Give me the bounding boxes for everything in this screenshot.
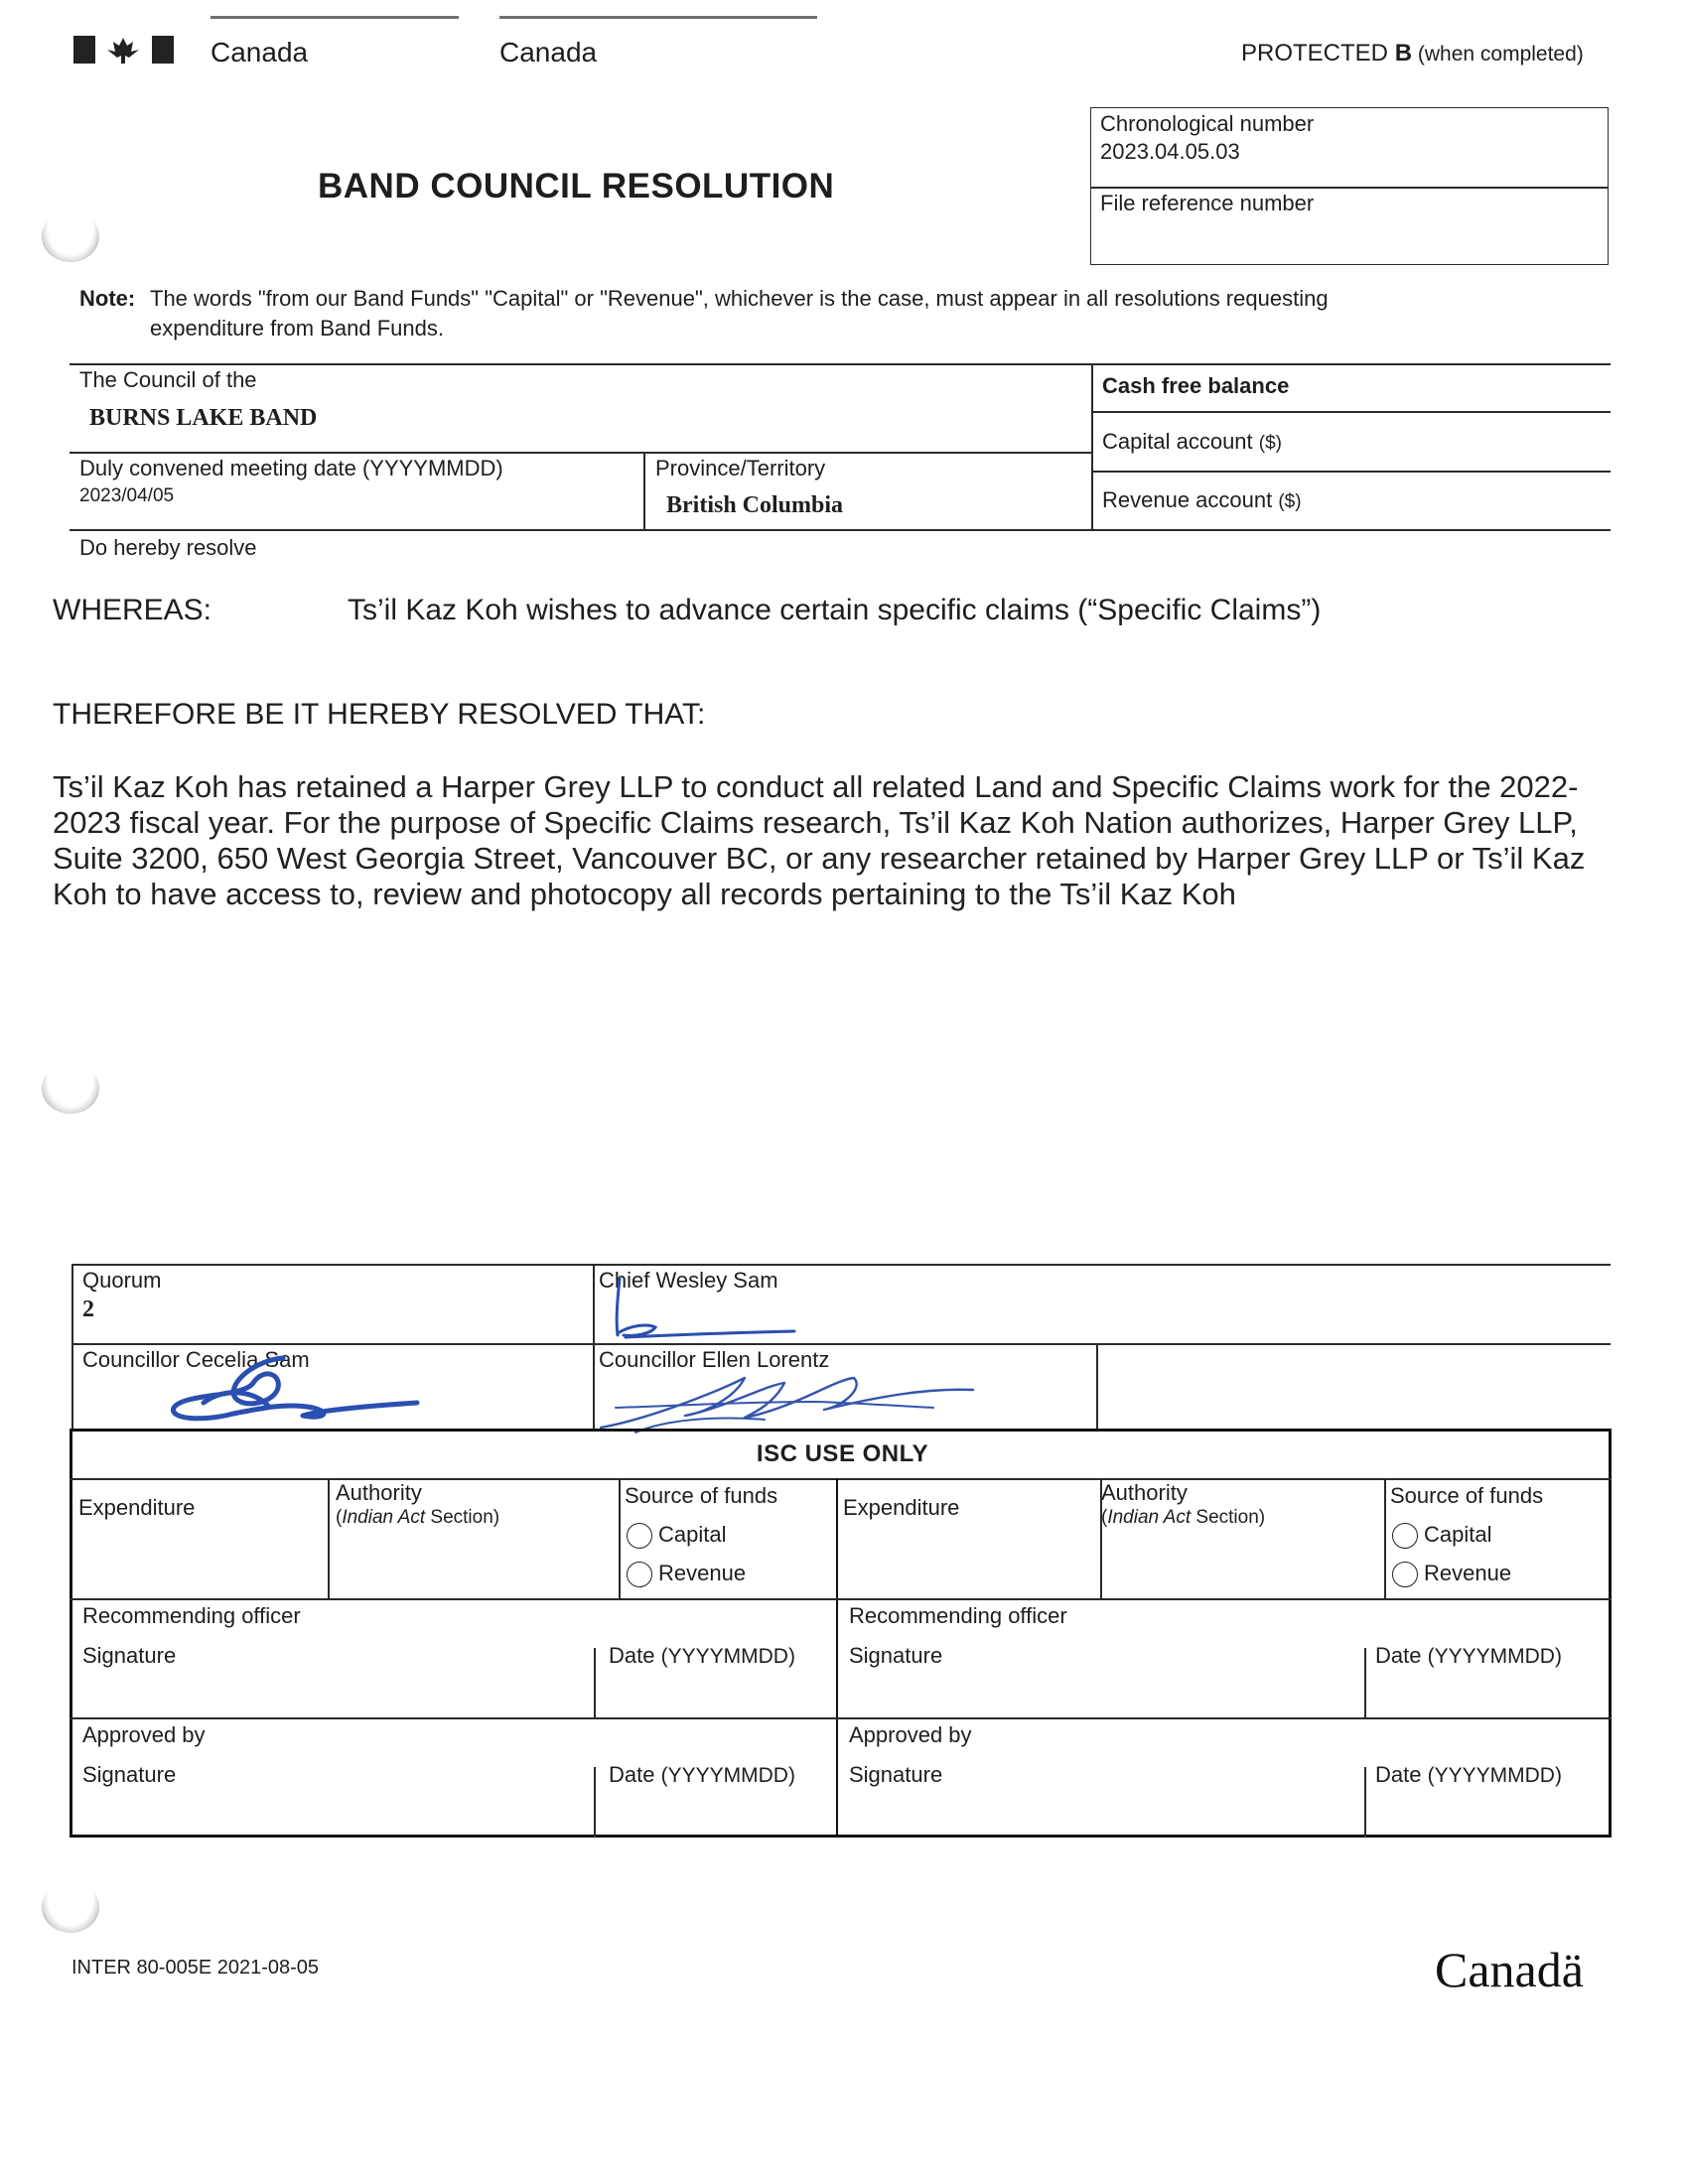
- body-line: Suite 3200, 650 West Georgia Street, Vancouver BC, or any researcher retained by Harper Grey LLP or Ts’il Kaz: [53, 841, 1586, 876]
- isc-date-right-1: [1364, 1648, 1366, 1717]
- isc-row1-line: [70, 1598, 1612, 1600]
- cash-title-line: [1092, 411, 1611, 413]
- cash-free-balance-title: Cash free balance: [1102, 373, 1290, 398]
- council-value[interactable]: BURNS LAKE BAND: [89, 405, 318, 431]
- file-ref-value[interactable]: [1100, 220, 1597, 256]
- revenue-radio[interactable]: [1392, 1562, 1418, 1587]
- canada-wordmark: Canadä: [1435, 1942, 1584, 1997]
- form-id: INTER 80-005E 2021-08-05: [71, 1957, 320, 1979]
- punch-hole-middle: [42, 1062, 99, 1114]
- isc-capital-option-right[interactable]: Capital: [1392, 1522, 1491, 1549]
- capital-account-label: Capital account ($): [1102, 429, 1283, 454]
- isc-capital-option[interactable]: Capital: [627, 1522, 726, 1549]
- isc-col-left-2: [619, 1478, 621, 1598]
- sig-divider-2: [1096, 1343, 1098, 1429]
- dept-name-en-cutoff: [211, 16, 459, 29]
- chief-signature: [596, 1274, 814, 1348]
- grid-top-line: [70, 363, 1611, 365]
- councillor-2-name: Councillor Ellen Lorentz: [599, 1347, 830, 1372]
- dept-name-en: Canada: [211, 37, 309, 68]
- chrono-value[interactable]: 2023.04.05.03: [1100, 139, 1240, 164]
- capital-radio[interactable]: [1392, 1523, 1418, 1549]
- isc-approved-signature-label-right: Signature: [849, 1762, 943, 1787]
- chrono-divider: [1090, 187, 1609, 189]
- punch-hole-bottom: [42, 1881, 99, 1933]
- isc-approved-label: Approved by: [82, 1722, 206, 1747]
- capital-radio[interactable]: [627, 1523, 652, 1549]
- file-ref-label: File reference number: [1100, 191, 1315, 215]
- canada-flag-logo: [71, 32, 176, 66]
- dept-name-fr-cutoff: [499, 16, 817, 29]
- isc-authority-label: Authority: [336, 1480, 422, 1505]
- sig-divider-1: [593, 1264, 595, 1429]
- isc-recommending-label-right: Recommending officer: [849, 1603, 1067, 1628]
- isc-revenue-option-right[interactable]: Revenue: [1392, 1561, 1511, 1587]
- isc-col-right-2: [1384, 1478, 1386, 1598]
- isc-expenditure-label: Expenditure: [78, 1495, 196, 1520]
- isc-date-left-2: [594, 1767, 596, 1838]
- do-hereby-resolve-label: Do hereby resolve: [79, 535, 257, 560]
- isc-recommending-date-label-right: Date (YYYYMMDD): [1375, 1643, 1562, 1668]
- isc-authority-sub-right: (Indian Act Section): [1101, 1507, 1266, 1528]
- chrono-label: Chronological number: [1100, 111, 1315, 136]
- grid-bottom-line: [70, 529, 1611, 531]
- meeting-date-value[interactable]: 2023/04/05: [79, 485, 175, 506]
- councillor-1-signature: [164, 1348, 422, 1433]
- councillor-1-name: Councillor Cecelia Sam: [82, 1347, 310, 1372]
- isc-approved-label-right: Approved by: [849, 1722, 972, 1747]
- resolution-body: [53, 769, 1585, 912]
- sig-mid-line: [71, 1343, 1611, 1345]
- punch-hole-top: [42, 210, 99, 262]
- isc-center-divider: [836, 1478, 838, 1838]
- quorum-label: Quorum: [82, 1268, 162, 1293]
- chief-name: Chief Wesley Sam: [599, 1268, 778, 1293]
- revenue-radio[interactable]: [627, 1562, 652, 1587]
- isc-source-label: Source of funds: [625, 1483, 778, 1508]
- council-label: The Council of the: [79, 367, 257, 392]
- cash-left-divider: [1091, 363, 1093, 530]
- isc-title: ISC USE ONLY: [756, 1440, 929, 1467]
- isc-authority-sub: (Indian Act Section): [336, 1507, 500, 1528]
- note-text-line2: expenditure from Band Funds.: [150, 316, 444, 341]
- isc-authority-label-right: Authority: [1101, 1480, 1188, 1505]
- cash-capital-line: [1092, 471, 1611, 473]
- isc-expenditure-label-right: Expenditure: [843, 1495, 960, 1520]
- isc-title-line: [70, 1478, 1612, 1480]
- note-text-line1: The words "from our Band Funds" "Capital" or "Revenue", whichever is the case, must appear in all resolutions requesting: [150, 286, 1329, 311]
- sig-top-line: [71, 1264, 1611, 1266]
- province-value[interactable]: British Columbia: [666, 492, 844, 518]
- isc-approved-signature-label: Signature: [82, 1762, 177, 1787]
- whereas-text: Ts’il Kaz Koh wishes to advance certain specific claims (“Specific Claims”): [348, 594, 1322, 626]
- isc-revenue-option[interactable]: Revenue: [627, 1561, 746, 1587]
- isc-recommending-signature-label-right: Signature: [849, 1643, 943, 1668]
- isc-approved-date-label: Date (YYYYMMDD): [609, 1762, 795, 1787]
- body-line: Koh to have access to, review and photocopy all records pertaining to the Ts’il Kaz Koh: [53, 877, 1236, 911]
- council-bottom-line: [70, 452, 1092, 454]
- protected-label: PROTECTED B (when completed): [1241, 40, 1584, 67]
- province-divider: [643, 452, 645, 530]
- isc-recommending-signature-label: Signature: [82, 1643, 177, 1668]
- form-title: BAND COUNCIL RESOLUTION: [318, 167, 835, 205]
- isc-col-left-1: [328, 1478, 330, 1598]
- meeting-date-label: Duly convened meeting date (YYYYMMDD): [79, 456, 503, 480]
- isc-source-label-right: Source of funds: [1390, 1483, 1544, 1508]
- therefore-heading: THEREFORE BE IT HEREBY RESOLVED THAT:: [53, 698, 706, 731]
- isc-date-left-1: [594, 1648, 596, 1717]
- body-line: Ts’il Kaz Koh has retained a Harper Grey LLP to conduct all related Land and Specific Claims work for the 2022-: [53, 769, 1579, 804]
- isc-recommending-date-label: Date (YYYYMMDD): [609, 1643, 795, 1668]
- isc-approved-date-label-right: Date (YYYYMMDD): [1375, 1762, 1562, 1787]
- province-label: Province/Territory: [655, 456, 826, 480]
- sig-left-edge: [71, 1264, 73, 1429]
- quorum-value[interactable]: 2: [82, 1297, 94, 1322]
- whereas-label: WHEREAS:: [53, 594, 212, 626]
- revenue-account-label: Revenue account ($): [1102, 487, 1302, 512]
- isc-date-right-2: [1364, 1767, 1366, 1838]
- body-line: 2023 fiscal year. For the purpose of Specific Claims research, Ts’il Kaz Koh Nation authorizes, Harper Grey LLP,: [53, 805, 1578, 840]
- dept-name-fr: Canada: [499, 37, 598, 68]
- note-label: Note:: [79, 286, 136, 311]
- isc-row2-line: [70, 1717, 1612, 1719]
- isc-recommending-label: Recommending officer: [82, 1603, 301, 1628]
